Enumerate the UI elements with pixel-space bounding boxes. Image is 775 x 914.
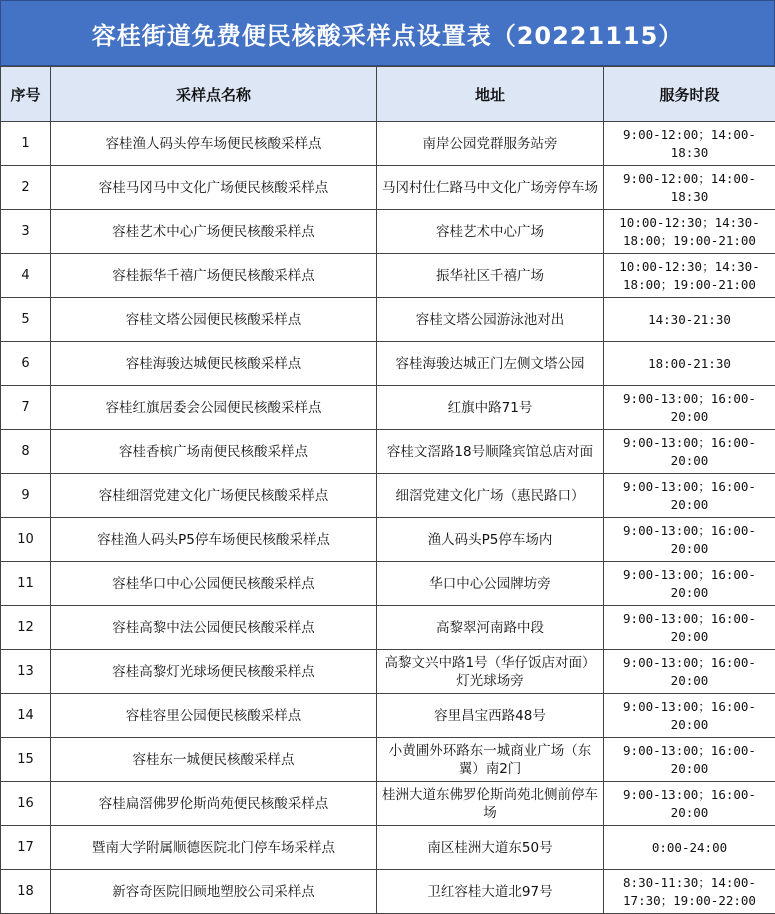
- cell-index: 16: [1, 782, 51, 826]
- cell-address: 马冈村仕仁路马中文化广场旁停车场: [377, 166, 604, 210]
- cell-index: 14: [1, 694, 51, 738]
- table-row: [1, 870, 775, 914]
- cell-index: 13: [1, 650, 51, 694]
- table-row: [1, 782, 775, 826]
- cell-address: 南岸公园党群服务站旁: [377, 122, 604, 166]
- cell-service-hours: 9:00-12:00；14:00-18:30: [604, 122, 775, 166]
- table-row: [1, 298, 775, 342]
- cell-address: 高黎翠河南路中段: [377, 606, 604, 650]
- cell-address: 红旗中路71号: [377, 386, 604, 430]
- table-row: [1, 562, 775, 606]
- cell-index: 15: [1, 738, 51, 782]
- cell-site-name: 容桂渔人码头停车场便民核酸采样点: [51, 122, 377, 166]
- cell-site-name: 容桂细滘党建文化广场便民核酸采样点: [51, 474, 377, 518]
- cell-site-name: 容桂华口中心公园便民核酸采样点: [51, 562, 377, 606]
- sheet-title: 容桂街道免费便民核酸采样点设置表（20221115）: [0, 0, 775, 66]
- cell-service-hours: 8:30-11:30；14:00-17:30；19:00-22:00: [604, 870, 775, 914]
- header-address: 地址: [377, 67, 604, 122]
- table-row: [1, 430, 775, 474]
- cell-service-hours: 10:00-12:30；14:30-18:00；19:00-21:00: [604, 210, 775, 254]
- cell-index: 9: [1, 474, 51, 518]
- cell-index: 18: [1, 870, 51, 914]
- cell-service-hours: 9:00-13:00；16:00-20:00: [604, 694, 775, 738]
- cell-service-hours: 9:00-13:00；16:00-20:00: [604, 782, 775, 826]
- cell-site-name: 暨南大学附属顺德医院北门停车场采样点: [51, 826, 377, 870]
- cell-address: 南区桂洲大道东50号: [377, 826, 604, 870]
- cell-address: 小黄圃外环路东一城商业广场（东翼）南2门: [377, 738, 604, 782]
- table-row: [1, 518, 775, 562]
- cell-service-hours: 10:00-12:30；14:30-18:00；19:00-21:00: [604, 254, 775, 298]
- cell-site-name: 容桂艺术中心广场便民核酸采样点: [51, 210, 377, 254]
- cell-service-hours: 14:30-21:30: [604, 298, 775, 342]
- table-row: [1, 738, 775, 782]
- cell-site-name: 容桂红旗居委会公园便民核酸采样点: [51, 386, 377, 430]
- cell-index: 2: [1, 166, 51, 210]
- table-row: [1, 254, 775, 298]
- cell-service-hours: 18:00-21:30: [604, 342, 775, 386]
- table-row: [1, 694, 775, 738]
- cell-address: 振华社区千禧广场: [377, 254, 604, 298]
- header-site-name: 采样点名称: [51, 67, 377, 122]
- cell-address: 卫红容桂大道北97号: [377, 870, 604, 914]
- cell-index: 6: [1, 342, 51, 386]
- cell-site-name: 容桂香槟广场南便民核酸采样点: [51, 430, 377, 474]
- table-row: [1, 474, 775, 518]
- cell-index: 8: [1, 430, 51, 474]
- cell-site-name: 容桂马冈马中文化广场便民核酸采样点: [51, 166, 377, 210]
- cell-index: 1: [1, 122, 51, 166]
- sampling-sites-table: [0, 66, 775, 914]
- cell-address: 桂洲大道东佛罗伦斯尚苑北侧前停车场: [377, 782, 604, 826]
- cell-address: 华口中心公园牌坊旁: [377, 562, 604, 606]
- cell-index: 11: [1, 562, 51, 606]
- cell-service-hours: 9:00-12:00；14:00-18:30: [604, 166, 775, 210]
- cell-site-name: 容桂容里公园便民核酸采样点: [51, 694, 377, 738]
- cell-index: 12: [1, 606, 51, 650]
- cell-site-name: 容桂高黎灯光球场便民核酸采样点: [51, 650, 377, 694]
- cell-index: 7: [1, 386, 51, 430]
- cell-site-name: 容桂渔人码头P5停车场便民核酸采样点: [51, 518, 377, 562]
- cell-site-name: 容桂扁滘佛罗伦斯尚苑便民核酸采样点: [51, 782, 377, 826]
- header-index: 序号: [1, 67, 51, 122]
- cell-address: 容桂艺术中心广场: [377, 210, 604, 254]
- table-row: [1, 342, 775, 386]
- cell-service-hours: 9:00-13:00；16:00-20:00: [604, 386, 775, 430]
- header-service-hours: 服务时段: [604, 67, 775, 122]
- table-row: [1, 386, 775, 430]
- cell-index: 4: [1, 254, 51, 298]
- cell-address: 细滘党建文化广场（惠民路口）: [377, 474, 604, 518]
- cell-service-hours: 0:00-24:00: [604, 826, 775, 870]
- table-row: [1, 650, 775, 694]
- cell-service-hours: 9:00-13:00；16:00-20:00: [604, 650, 775, 694]
- cell-site-name: 容桂海骏达城便民核酸采样点: [51, 342, 377, 386]
- cell-address: 容桂文滘路18号顺隆宾馆总店对面: [377, 430, 604, 474]
- cell-address: 高黎文兴中路1号（华仔饭店对面）灯光球场旁: [377, 650, 604, 694]
- cell-service-hours: 9:00-13:00；16:00-20:00: [604, 738, 775, 782]
- cell-address: 容桂文塔公园游泳池对出: [377, 298, 604, 342]
- cell-index: 17: [1, 826, 51, 870]
- cell-address: 容桂海骏达城正门左侧文塔公园: [377, 342, 604, 386]
- cell-site-name: 新容奇医院旧顾地塑胶公司采样点: [51, 870, 377, 914]
- cell-service-hours: 9:00-13:00；16:00-20:00: [604, 518, 775, 562]
- cell-site-name: 容桂高黎中法公园便民核酸采样点: [51, 606, 377, 650]
- table-row: [1, 166, 775, 210]
- cell-address: 容里昌宝西路48号: [377, 694, 604, 738]
- cell-index: 5: [1, 298, 51, 342]
- cell-site-name: 容桂东一城便民核酸采样点: [51, 738, 377, 782]
- cell-site-name: 容桂振华千禧广场便民核酸采样点: [51, 254, 377, 298]
- cell-service-hours: 9:00-13:00；16:00-20:00: [604, 562, 775, 606]
- table-header-row: [1, 67, 775, 122]
- table-row: [1, 606, 775, 650]
- cell-service-hours: 9:00-13:00；16:00-20:00: [604, 606, 775, 650]
- table-row: [1, 210, 775, 254]
- table-row: [1, 826, 775, 870]
- cell-index: 3: [1, 210, 51, 254]
- cell-service-hours: 9:00-13:00；16:00-20:00: [604, 474, 775, 518]
- table-row: [1, 122, 775, 166]
- cell-index: 10: [1, 518, 51, 562]
- cell-site-name: 容桂文塔公园便民核酸采样点: [51, 298, 377, 342]
- cell-service-hours: 9:00-13:00；16:00-20:00: [604, 430, 775, 474]
- cell-address: 渔人码头P5停车场内: [377, 518, 604, 562]
